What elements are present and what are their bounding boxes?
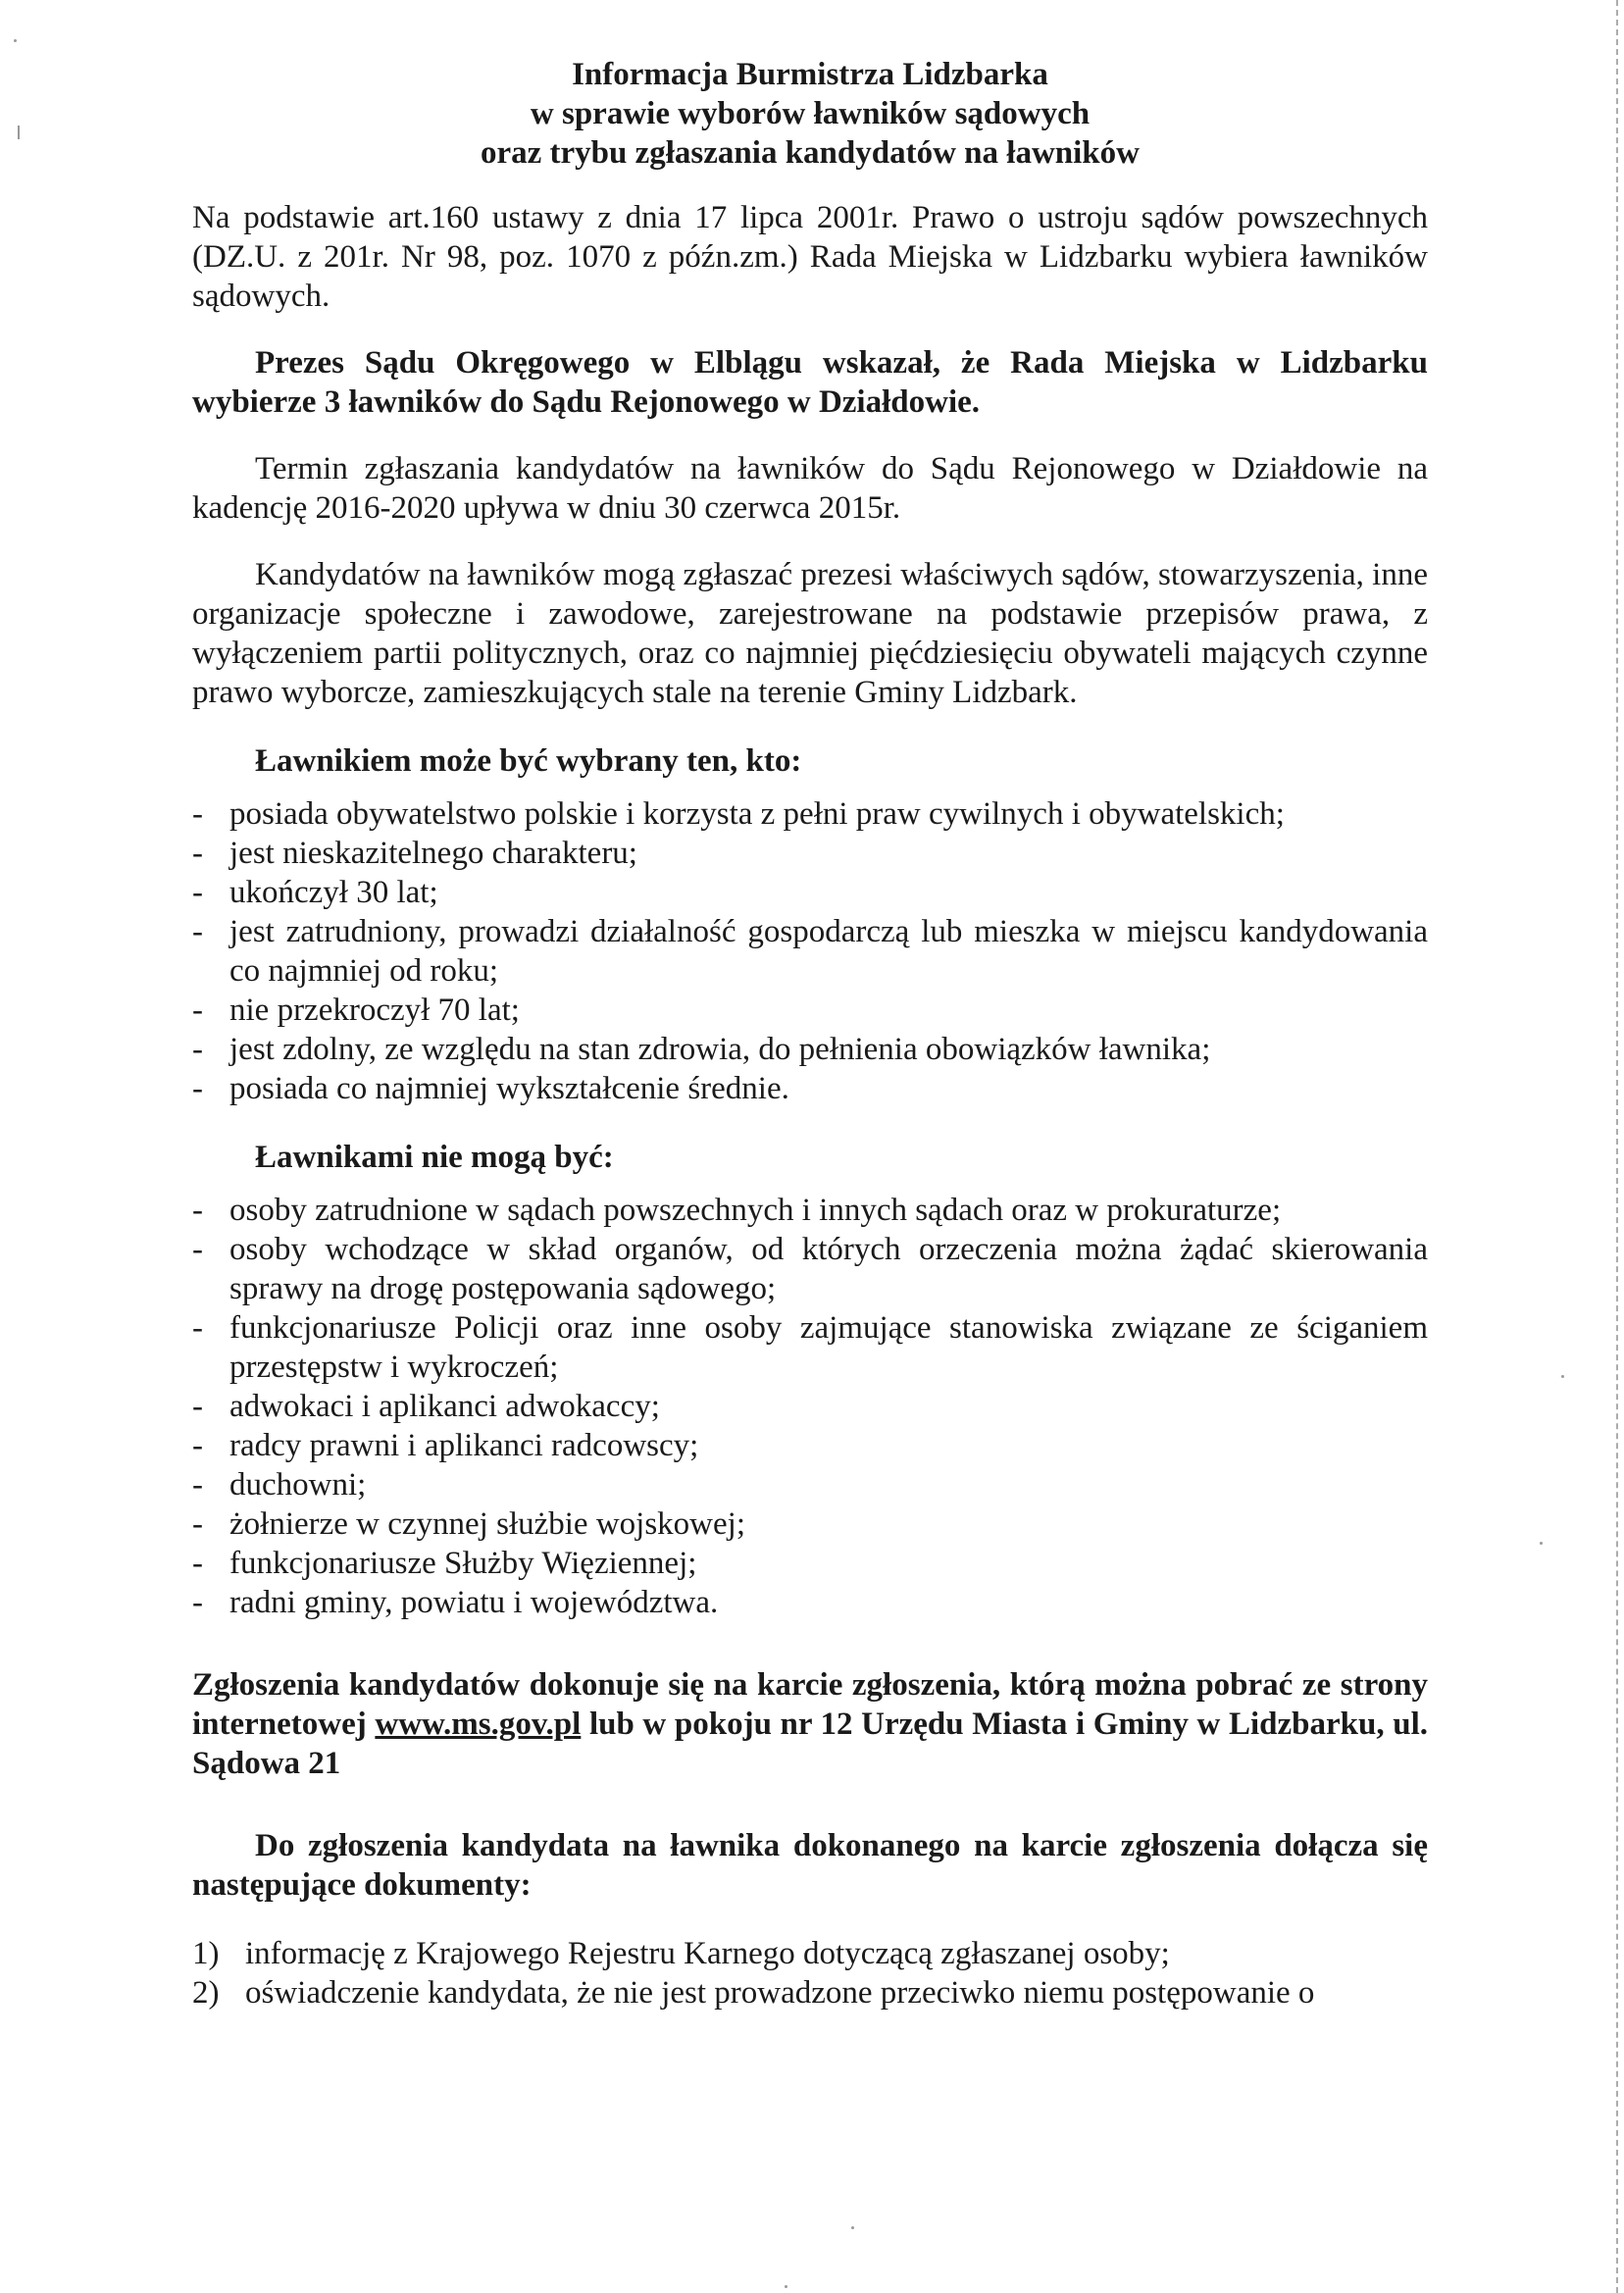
list-marker: - (192, 796, 203, 832)
submission-text-before: Zgłoszenia kandydatów dokonuje się na karcie zgłoszenia, którą można pobrać ze strony internetowej (192, 1667, 1428, 1742)
list-item (192, 1465, 1428, 1504)
deadline-paragraph: Termin zgłaszania kandydatów na ławników do Sądu Rejonowego w Działdowie na kadencję 2016-2020 upływa w dniu 30 czerwca 2015r. (192, 451, 1428, 526)
scan-speck (14, 39, 17, 42)
eligibility-heading: Ławnikiem może być wybrany ten, kto: (255, 743, 802, 779)
list-marker: - (192, 1389, 203, 1424)
list-marker: - (192, 1467, 203, 1503)
list-item-text: jest nieskazitelnego charakteru; (229, 836, 637, 871)
list-item-text: oświadczenie kandydata, że nie jest prowadzone przeciwko niemu postępowanie o (245, 1975, 1315, 2011)
intro-paragraph: Na podstawie art.160 ustawy z dnia 17 lipca 2001r. Prawo o ustroju sądów powszechnych (DZ.U. z 201r. Nr 98, poz. 1070 z późn.zm.) Rada Miejska w Lidzbarku wybiera ławników sądowych. (192, 200, 1428, 314)
list-marker: - (192, 836, 203, 871)
list-item-text: osoby wchodzące w skład organów, od których orzeczenia można żądać skierowania sprawy na drogę postępowania sądowego; (229, 1232, 1428, 1306)
list-marker: - (192, 993, 203, 1028)
document-title (192, 55, 1428, 173)
list-item (192, 1426, 1428, 1465)
scan-speck (1540, 1542, 1543, 1545)
list-marker: 1) (192, 1936, 220, 1971)
list-item-text: duchowni; (229, 1467, 367, 1503)
scan-speck (851, 2226, 854, 2229)
list-marker: - (192, 875, 203, 910)
list-marker: 2) (192, 1975, 220, 2011)
list-item-text: funkcjonariusze Policji oraz inne osoby zajmujące stanowiska związane ze ściganiem przestępstw i wykroczeń; (229, 1310, 1428, 1385)
list-marker: - (192, 1032, 203, 1067)
list-marker: - (192, 1310, 203, 1346)
list-item-text: radni gminy, powiatu i województwa. (229, 1585, 719, 1620)
list-marker: - (192, 1428, 203, 1463)
list-item (192, 1387, 1428, 1426)
ms-gov-link[interactable]: www.ms.gov.pl (375, 1707, 582, 1742)
list-item (192, 1504, 1428, 1544)
eligibility-list (192, 794, 1428, 1108)
ineligibility-list (192, 1191, 1428, 1622)
list-item-text: jest zdolny, ze względu na stan zdrowia, do pełnienia obowiązków ławnika; (229, 1032, 1211, 1067)
scan-edge-line (1616, 0, 1618, 2293)
list-item (192, 1544, 1428, 1583)
list-item (192, 1069, 1428, 1108)
list-item-text: jest zatrudniony, prowadzi działalność gospodarczą lub mieszka w miejscu kandydowania co najmniej od roku; (229, 914, 1428, 989)
list-item (192, 1583, 1428, 1622)
list-item-text: funkcjonariusze Służby Więziennej; (229, 1546, 697, 1581)
list-marker: - (192, 1193, 203, 1228)
submission-text-after: lub w pokoju nr 12 Urzędu Miasta i Gminy w Lidzbarku, ul. Sądowa 21 (192, 1707, 1428, 1781)
scan-speck (785, 2285, 787, 2288)
title-line-1: Informacja Burmistrza Lidzbarka (572, 57, 1048, 92)
list-item (192, 1934, 1428, 1973)
scan-speck (18, 126, 20, 139)
list-marker: - (192, 1071, 203, 1106)
nominators-paragraph: Kandydatów na ławników mogą zgłaszać prezesi właściwych sądów, stowarzyszenia, inne organizacje społeczne i zawodowe, zarejestrowane na podstawie przepisów prawa, z wyłączeniem partii politycznych, oraz co najmniej pięćdziesięciu obywateli mających czynne prawo wyborcze, zamieszkujących stale na terenie Gminy Lidzbark. (192, 557, 1428, 710)
submission-paragraph (192, 1665, 1428, 1783)
list-item (192, 1030, 1428, 1069)
list-item (192, 1973, 1428, 2013)
list-item-text: nie przekroczył 70 lat; (229, 993, 520, 1028)
list-item (192, 873, 1428, 912)
list-item-text: informację z Krajowego Rejestru Karnego dotyczącą zgłaszanej osoby; (245, 1936, 1170, 1971)
list-item (192, 1308, 1428, 1387)
list-item (192, 991, 1428, 1030)
list-marker: - (192, 1585, 203, 1620)
list-marker: - (192, 1546, 203, 1581)
title-line-2: w sprawie wyborów ławników sądowych (530, 96, 1091, 131)
list-item-text: radcy prawni i aplikanci radcowscy; (229, 1428, 699, 1463)
list-marker: - (192, 1506, 203, 1542)
list-item-text: adwokaci i aplikanci adwokaccy; (229, 1389, 660, 1424)
list-item (192, 794, 1428, 834)
list-item (192, 1191, 1428, 1230)
documents-heading: Do zgłoszenia kandydata na ławnika dokonanego na karcie zgłoszenia dołącza się następujące dokumenty: (192, 1828, 1428, 1903)
list-item-text: posiada co najmniej wykształcenie średnie. (229, 1071, 789, 1106)
list-item-text: żołnierze w czynnej służbie wojskowej; (229, 1506, 745, 1542)
list-marker: - (192, 914, 203, 949)
ineligibility-heading: Ławnikami nie mogą być: (255, 1140, 614, 1175)
document-body (192, 55, 1428, 2013)
list-item-text: osoby zatrudnione w sądach powszechnych i innych sądach oraz w prokuraturze; (229, 1193, 1282, 1228)
scan-speck (1561, 1375, 1564, 1378)
list-item (192, 834, 1428, 873)
list-item (192, 912, 1428, 991)
list-item-text: posiada obywatelstwo polskie i korzysta z pełni praw cywilnych i obywatelskich; (229, 796, 1285, 832)
announcement-paragraph: Prezes Sądu Okręgowego w Elblągu wskazał, że Rada Miejska w Lidzbarku wybierze 3 ławników do Sądu Rejonowego w Działdowie. (192, 345, 1428, 420)
list-item (192, 1230, 1428, 1308)
title-line-3: oraz trybu zgłaszania kandydatów na ławników (480, 135, 1140, 171)
list-marker: - (192, 1232, 203, 1267)
documents-list (192, 1934, 1428, 2013)
list-item-text: ukończył 30 lat; (229, 875, 438, 910)
